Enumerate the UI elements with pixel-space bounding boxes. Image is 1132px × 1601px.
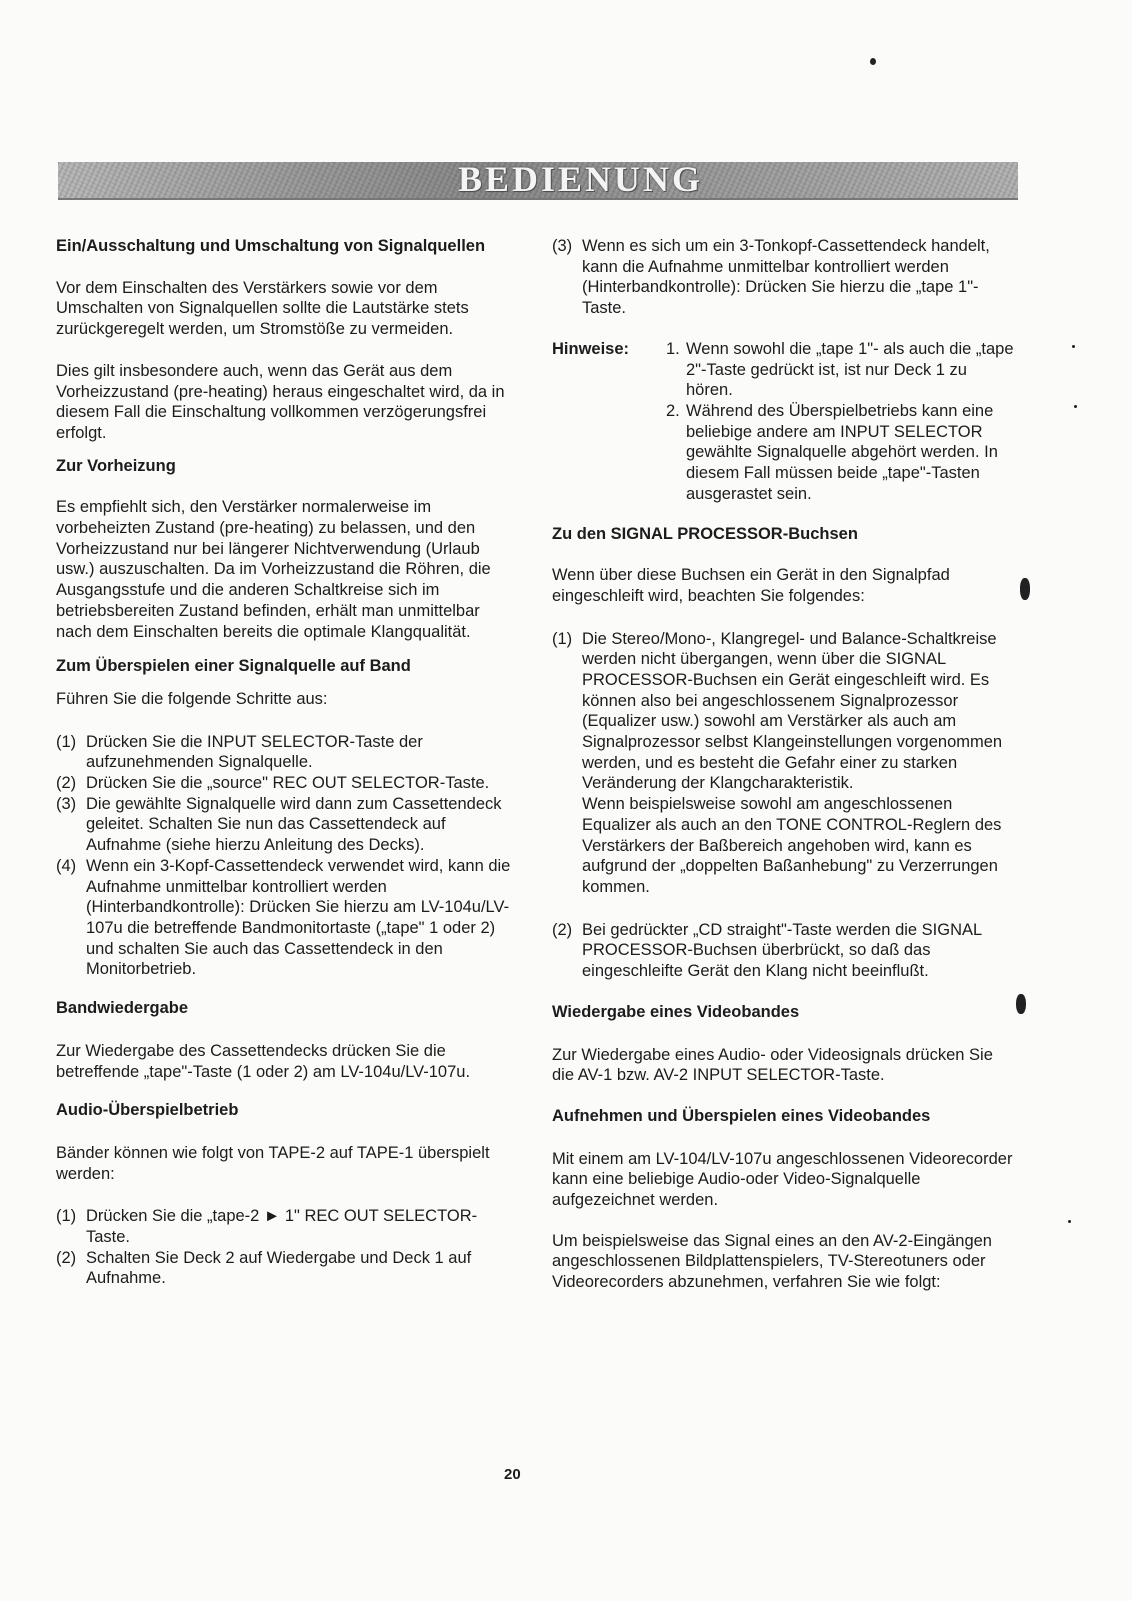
list-item: (2) Drücken Sie die „source" REC OUT SELECTOR-Taste. — [56, 774, 490, 793]
right-column — [552, 236, 1014, 1293]
list-item: (2) Schalten Sie Deck 2 auf Wiedergabe und Deck 1 auf Aufnahme. — [56, 1248, 472, 1288]
steps-list — [552, 236, 1014, 319]
paragraph: Mit einem am LV-104/LV-107u angeschlossenen Videorecorder kann eine beliebige Audio-oder Video-Signalquelle aufgezeichnet werden. — [552, 1149, 1013, 1210]
list-item: (2) Bei gedrückter „CD straight"-Taste werden die SIGNAL PROCESSOR-Buchsen überbrückt, so daß das eingeschleifte Gerät den Klang nicht beeinflußt. — [552, 920, 982, 981]
paragraph: Bänder können wie folgt von TAPE-2 auf TAPE-1 überspielt werden: — [56, 1143, 490, 1183]
section-title-aufnehmen-video: Aufnehmen und Überspielen eines Videobandes — [552, 1106, 931, 1125]
scan-speck — [870, 58, 876, 65]
list-item: (1) Die Stereo/Mono-, Klangregel- und Balance-Schaltkreise werden nicht übergangen, wenn über die SIGNAL PROCESSOR-Buchsen ein Gerät eingeschleift wird. Es können also bei angeschlossenem Signalprozessor (Equalizer usw.) sowohl am Verstärker als auch am Signalprozessor selbst Klangeinstellungen vorgenommen werden, und es besteht die Gefahr einer zu starken Veränderung der Klangcharakteristik. Wenn beispielsweise sowohl am angeschlossenen Equalizer als auch an den TONE CONTROL-Reglern des Verstärkers der Baßbereich angehoben wird, kann es aufgrund der „doppelten Baßanhebung" zu Verzerrungen kommen. — [552, 629, 1003, 896]
scan-speck — [1072, 345, 1075, 348]
list-item: (3) Die gewählte Signalquelle wird dann zum Cassettendeck geleitet. Schalten Sie nun das Cassettendeck auf Aufnahme (siehe hierzu Anleitung des Decks). — [56, 794, 502, 855]
paragraph: Zur Wiedergabe des Cassettendecks drücken Sie die betreffende „tape"-Taste (1 oder 2) am LV-104u/LV-107u. — [56, 1041, 471, 1081]
list-item: (4) Wenn ein 3-Kopf-Cassettendeck verwendet wird, kann die Aufnahme unmittelbar kontrolliert werden (Hinterbandkontrolle): Drücken Sie hierzu am LV-104u/LV-107u die betreffende Bandmonitortaste („tape" 1 oder 2) und schalten Sie auch das Cassettendeck in den Monitorbetrieb. — [56, 856, 511, 979]
paragraph: Wenn über diese Buchsen ein Gerät in den Signalpfad eingeschleift wird, beachten Sie folgendes: — [552, 566, 950, 605]
steps-list — [56, 1206, 518, 1289]
hints-label: Hinweise: — [552, 339, 630, 358]
scan-speck — [1074, 405, 1077, 408]
list-item: 2. Während des Überspielbetriebs kann eine beliebige andere am INPUT SELECTOR gewählte Signalquelle abgehört werden. In diesem Fall müssen beide „tape"-Tasten ausgerastet sein. — [666, 401, 998, 503]
list-item: 1. Wenn sowohl die „tape 1"- als auch die „tape 2"-Taste gedrückt ist, ist nur Deck 1 zu hören. — [666, 339, 1014, 400]
paragraph: Um beispielsweise das Signal eines an den AV-2-Eingängen angeschlossenen Bildplattenspielers, TV-Stereotuners oder Videorecorders abzunehmen, verfahren Sie wie folgt: — [552, 1231, 992, 1292]
left-column — [56, 236, 518, 1289]
section-title-signal-processor: Zu den SIGNAL PROCESSOR-Buchsen — [552, 525, 858, 544]
list-item: (3) Wenn es sich um ein 3-Tonkopf-Cassettendeck handelt, kann die Aufnahme unmittelbar kontrolliert werden (Hinterbandkontrolle): Drücken Sie hierzu die „tape 1"-Taste. — [552, 237, 990, 318]
list-item: (1) Drücken Sie die INPUT SELECTOR-Taste der aufzunehmenden Signalquelle. — [56, 732, 423, 772]
paragraph: Führen Sie die folgende Schritte aus: — [56, 689, 328, 708]
page-number: 20 — [504, 1466, 521, 1483]
section-title-wiedergabe-video: Wiedergabe eines Videobandes — [552, 1002, 800, 1021]
section-title-einschaltung: Ein/Ausschaltung und Umschaltung von Signalquellen — [56, 237, 486, 255]
header-banner — [58, 159, 1018, 200]
section-title-vorheizung: Zur Vorheizung — [56, 456, 176, 475]
page-title: BEDIENUNG — [458, 159, 704, 199]
paragraph: Es empfiehlt sich, den Verstärker normalerweise im vorbeheizten Zustand (pre-heating) zu belassen, und den Vorheizzustand nur bei längerer Nichtverwendung (Urlaub usw.) auszuschalten. Da im Vorheizzustand die Röhren, die Ausgangsstufe und die anderen Schaltkreise sich im betriebsbereiten Zustand befinden, erhält man unmittelbar nach dem Einschalten bereits die optimale Klangqualität. — [56, 498, 491, 641]
paragraph: Vor dem Einschalten des Verstärkers sowie vor dem Umschalten von Signalquellen sollte die Lautstärke stets zurückgeregelt werden, um Stromstöße zu vermeiden. — [56, 278, 469, 339]
section-title-ueberspielen: Zum Überspielen einer Signalquelle auf Band — [56, 657, 411, 676]
paragraph: Dies gilt insbesondere auch, wenn das Gerät aus dem Vorheizzustand (pre-heating) heraus eingeschaltet wird, da in diesem Fall die Einschaltung vollkommen verzögerungsfrei erfolgt. — [56, 361, 505, 442]
scan-speck — [1016, 994, 1026, 1014]
steps-list — [56, 732, 518, 980]
hints-block — [552, 339, 1014, 505]
steps-list — [552, 629, 1014, 982]
paragraph: Zur Wiedergabe eines Audio- oder Videosignals drücken Sie die AV-1 bzw. AV-2 INPUT SELECTOR-Taste. — [552, 1045, 993, 1085]
section-title-bandwiedergabe: Bandwiedergabe — [56, 999, 189, 1018]
scan-speck — [1020, 578, 1030, 600]
list-item: (1) Drücken Sie die „tape-2 ► 1" REC OUT SELECTOR-Taste. — [56, 1207, 478, 1247]
scan-speck — [1068, 1220, 1071, 1223]
section-title-audio-ueberspielbetrieb: Audio-Überspielbetrieb — [56, 1101, 239, 1120]
hints-list — [666, 339, 1014, 505]
